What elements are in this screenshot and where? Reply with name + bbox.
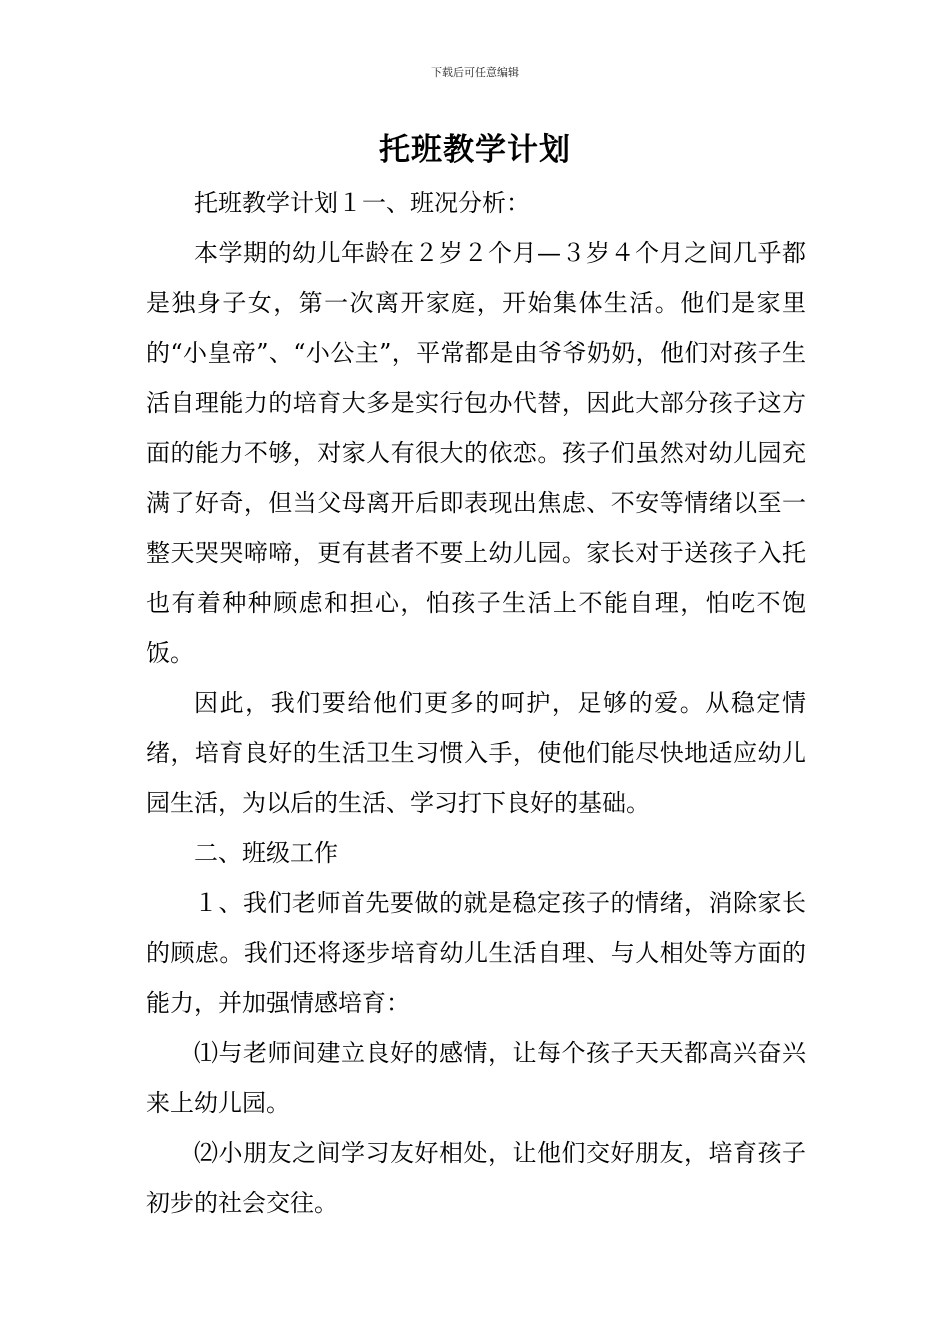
paragraph-class-work-heading: 二、班级工作: [194, 839, 338, 867]
document-title: 托班教学计划: [379, 132, 571, 168]
paragraph-class-analysis: 本学期的幼儿年龄在２岁２个月—３岁４个月之间几乎都是独身子女，第一次离开家庭，开始集体生活。他们是家里的“小皇帝”、“小公主”，平常都是由爷爷奶奶，他们对孩子生活自理能力的培育大多是实行包办代替，因此大部分孩子这方面的能力不够，对家人有很大的依恋。孩子们虽然对幼儿园充满了好奇，但当父母离开后即表现出焦虑、不安等情绪以至一整天哭哭啼啼，更有甚者不要上幼儿园。家长对于送孩子入托也有着种种顾虑和担心，怕孩子生活上不能自理，怕吃不饱饭。: [146, 239, 806, 667]
paragraph-work-item-1: １、我们老师首先要做的就是稳定孩子的情绪，消除家长的顾虑。我们还将逐步培育幼儿生活自理、与人相处等方面的能力，并加强情感培育：: [146, 889, 806, 1017]
paragraph-care-plan: 因此，我们要给他们更多的呵护，足够的爱。从稳定情绪，培育良好的生活卫生习惯入手，使他们能尽快地适应幼儿园生活，为以后的生活、学习打下良好的基础。: [146, 689, 806, 817]
paragraph-sub-item-2: ⑵小朋友之间学习友好相处，让他们交好朋友，培育孩子初步的社会交往。: [146, 1139, 806, 1217]
paragraph-sub-item-1: ⑴与老师间建立良好的感情，让每个孩子天天都高兴奋兴来上幼儿园。: [146, 1039, 806, 1117]
page-header-note: 下载后可任意编辑: [431, 66, 519, 79]
document-body: [146, 178, 806, 1228]
paragraph-class-analysis-heading: 托班教学计划１一、班况分析：: [194, 189, 530, 217]
